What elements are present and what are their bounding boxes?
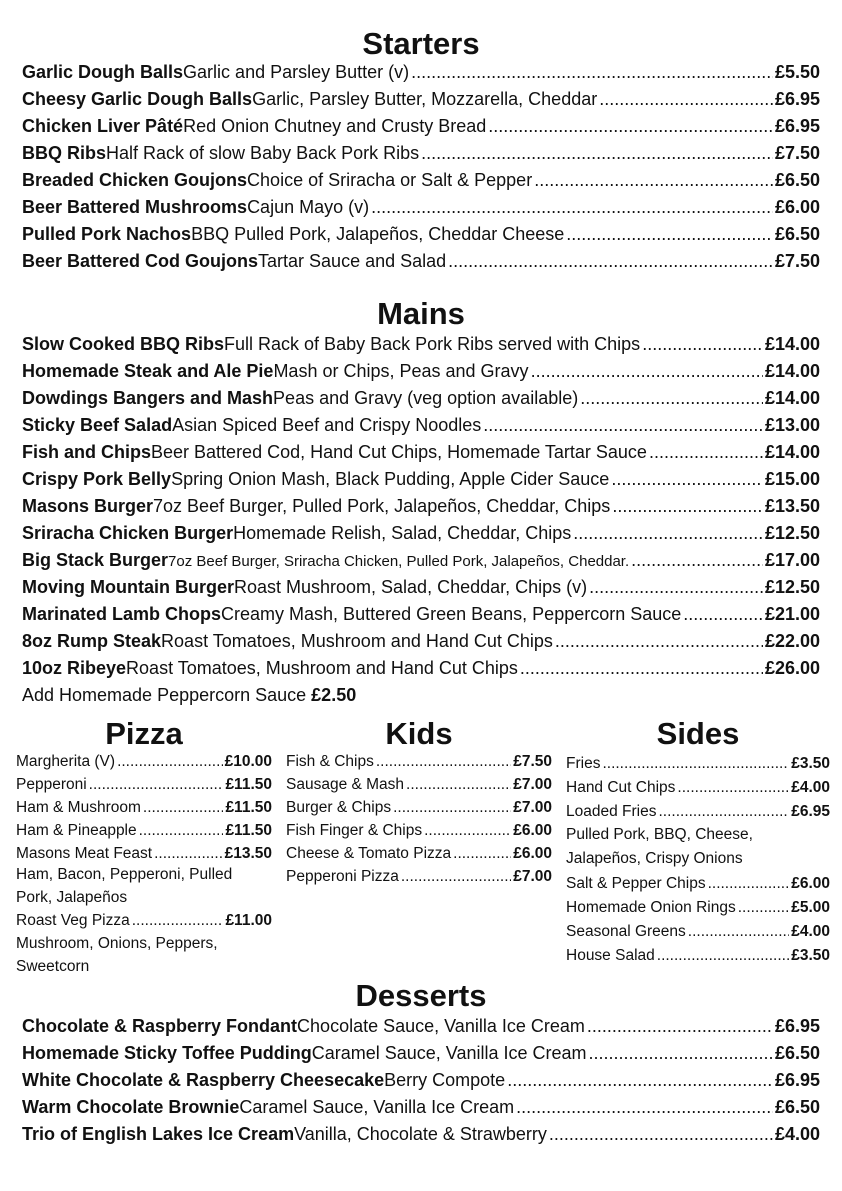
- item-desc: Vanilla, Chocolate & Strawberry: [294, 1124, 547, 1144]
- item-price: £7.50: [774, 251, 820, 271]
- dot-leader: [599, 89, 773, 110]
- item-desc: Garlic and Parsley Butter (v): [183, 62, 410, 82]
- dot-leader: [376, 753, 511, 771]
- item-price: £5.00: [791, 899, 830, 916]
- item-name: Slow Cooked BBQ Ribs: [22, 334, 225, 354]
- dot-leader: [371, 197, 773, 218]
- menu-item: [16, 753, 272, 775]
- item-name: Beer Battered Mushrooms: [22, 197, 248, 217]
- item-desc: Pulled Pork, BBQ, Cheese,: [566, 826, 753, 843]
- dot-leader: [448, 251, 773, 272]
- dot-leader: [683, 604, 763, 625]
- menu-item: [22, 1070, 820, 1096]
- dot-leader: [516, 1097, 773, 1118]
- item-name: Margherita (V): [16, 753, 116, 770]
- item-price: £6.00: [513, 845, 552, 862]
- item-desc: Red Onion Chutney and Crusty Bread: [183, 116, 487, 136]
- menu-item: [16, 822, 272, 844]
- item-name: Marinated Lamb Chops: [22, 604, 222, 624]
- item-price: £7.50: [774, 143, 820, 163]
- dot-leader: [649, 442, 763, 463]
- dot-leader: [411, 62, 773, 83]
- dot-leader: [580, 388, 763, 409]
- item-desc: Homemade Relish, Salad, Cheddar, Chips: [233, 523, 572, 543]
- item-name: Cheese & Tomato Pizza: [286, 845, 452, 862]
- item-name: Salt & Pepper Chips: [566, 875, 706, 892]
- item-desc: Roast Tomatoes, Mushroom and Hand Cut Chips: [161, 631, 553, 651]
- menu-item: [22, 1043, 820, 1069]
- item-desc: Full Rack of Baby Back Pork Ribs served with Chips: [224, 334, 641, 354]
- item-name: White Chocolate & Raspberry Cheesecake: [22, 1070, 385, 1090]
- item-desc: Roast Tomatoes, Mushroom and Hand Cut Chips: [126, 658, 518, 678]
- dot-leader: [657, 947, 789, 965]
- item-name: Homemade Steak and Ale Pie: [22, 361, 274, 381]
- dot-leader: [520, 658, 763, 679]
- dot-leader: [401, 868, 511, 886]
- dot-leader: [589, 577, 763, 598]
- item-name: Chocolate & Raspberry Fondant: [22, 1016, 298, 1036]
- item-name: Homemade Sticky Toffee Pudding: [22, 1043, 312, 1063]
- menu-item: [22, 62, 820, 88]
- dot-leader: [483, 415, 763, 436]
- dot-leader: [612, 496, 763, 517]
- menu-item: [22, 1016, 820, 1042]
- menu-item: [22, 334, 820, 360]
- item-price: £26.00: [764, 658, 820, 678]
- item-name: 10oz Ribeye: [22, 658, 127, 678]
- item-price: £14.00: [764, 442, 820, 462]
- menu-item: [286, 799, 552, 821]
- menu-item: [22, 469, 820, 495]
- menu-item: [22, 89, 820, 115]
- item-price: £11.00: [225, 912, 272, 929]
- item-name: Chicken Liver Pâté: [22, 116, 184, 136]
- item-desc: Caramel Sauce, Vanilla Ice Cream: [311, 1043, 587, 1063]
- peppercorn-sauce-note: [22, 685, 356, 706]
- item-name: Warm Chocolate Brownie: [22, 1097, 240, 1117]
- dot-leader: [708, 875, 790, 893]
- pizza-heading: Pizza: [105, 716, 183, 751]
- menu-item: [22, 415, 820, 441]
- menu-item: [22, 361, 820, 387]
- item-price: £11.50: [225, 822, 272, 839]
- item-name: Ham & Pineapple: [16, 822, 137, 839]
- item-price: £15.00: [764, 469, 820, 489]
- dot-leader: [602, 755, 789, 773]
- note-price: £2.50: [311, 685, 357, 705]
- menu-item: [22, 197, 820, 223]
- item-name: Fries: [566, 755, 601, 772]
- sides-heading: Sides: [656, 716, 740, 751]
- item-price: £6.95: [774, 1070, 820, 1090]
- dot-leader: [589, 1043, 773, 1064]
- item-desc: Mushroom, Onions, Peppers,: [16, 935, 218, 952]
- dot-leader: [507, 1070, 773, 1091]
- item-desc: 7oz Beef Burger, Pulled Pork, Jalapeños, Cheddar, Chips: [153, 496, 611, 516]
- dot-leader: [658, 803, 789, 821]
- item-price: £7.50: [513, 753, 552, 770]
- item-desc: Caramel Sauce, Vanilla Ice Cream: [239, 1097, 515, 1117]
- dot-leader: [738, 899, 789, 917]
- dot-leader: [566, 224, 773, 245]
- menu-item: [16, 845, 272, 867]
- item-price: £14.00: [764, 361, 820, 381]
- item-name: Moving Mountain Burger: [22, 577, 234, 597]
- item-desc: Jalapeños, Crispy Onions: [566, 850, 743, 867]
- item-price: £6.00: [513, 822, 552, 839]
- menu-item: [22, 388, 820, 414]
- item-desc: Chocolate Sauce, Vanilla Ice Cream: [297, 1016, 585, 1036]
- item-price: £13.50: [764, 496, 820, 516]
- item-price: £11.50: [225, 776, 272, 793]
- item-name: Big Stack Burger: [22, 550, 169, 570]
- item-desc: Garlic, Parsley Butter, Mozzarella, Cheddar: [252, 89, 598, 109]
- dot-leader: [488, 116, 773, 137]
- item-desc: Pork, Jalapeños: [16, 889, 128, 906]
- menu-item: [22, 116, 820, 142]
- item-price: £4.00: [774, 1124, 820, 1144]
- dot-leader: [424, 822, 511, 840]
- dot-leader: [453, 845, 511, 863]
- menu-item: [566, 947, 830, 969]
- item-desc: Mash or Chips, Peas and Gravy: [273, 361, 529, 381]
- item-price: £12.50: [764, 577, 820, 597]
- item-desc: Half Rack of slow Baby Back Pork Ribs: [106, 143, 420, 163]
- starters-heading: Starters: [362, 26, 480, 61]
- item-name: Crispy Pork Belly: [22, 469, 172, 489]
- item-name: Fish Finger & Chips: [286, 822, 423, 839]
- menu-item: [286, 822, 552, 844]
- menu-item: [286, 776, 552, 798]
- menu-item: [22, 1097, 820, 1123]
- item-name: Breaded Chicken Goujons: [22, 170, 248, 190]
- menu-item: [286, 845, 552, 867]
- menu-item: [22, 170, 820, 196]
- item-desc: Creamy Mash, Buttered Green Beans, Peppercorn Sauce: [221, 604, 682, 624]
- item-name: Fish and Chips: [22, 442, 152, 462]
- dot-leader: [393, 799, 511, 817]
- item-price: £6.50: [774, 170, 820, 190]
- menu-item: [286, 868, 552, 890]
- item-name: Cheesy Garlic Dough Balls: [22, 89, 253, 109]
- item-price: £6.95: [774, 116, 820, 136]
- item-name: Sticky Beef Salad: [22, 415, 173, 435]
- dot-leader: [631, 550, 763, 571]
- item-name: Sriracha Chicken Burger: [22, 523, 234, 543]
- menu-item: [566, 779, 830, 801]
- menu-item: [16, 912, 272, 934]
- item-name: Burger & Chips: [286, 799, 392, 816]
- item-price: £5.50: [774, 62, 820, 82]
- dot-leader: [549, 1124, 773, 1145]
- dot-leader: [139, 822, 224, 840]
- item-desc: Asian Spiced Beef and Crispy Noodles: [172, 415, 482, 435]
- item-price: £6.95: [774, 1016, 820, 1036]
- item-price: £6.50: [774, 224, 820, 244]
- item-desc: Berry Compote: [384, 1070, 506, 1090]
- item-name: Dowdings Bangers and Mash: [22, 388, 274, 408]
- item-price: £22.00: [764, 631, 820, 651]
- item-name: Pepperoni Pizza: [286, 868, 399, 885]
- menu-item: [566, 899, 830, 921]
- item-name: Masons Burger: [22, 496, 154, 516]
- item-desc: Spring Onion Mash, Black Pudding, Apple Cider Sauce: [171, 469, 610, 489]
- dot-leader: [587, 1016, 773, 1037]
- item-name: Homemade Onion Rings: [566, 899, 736, 916]
- item-price: £6.00: [791, 875, 830, 892]
- item-name: Loaded Fries: [566, 803, 657, 820]
- menu-item: [22, 550, 820, 576]
- dot-leader: [406, 776, 511, 794]
- menu-item: [566, 755, 830, 777]
- item-name: BBQ Ribs: [22, 143, 107, 163]
- item-price: £14.00: [764, 388, 820, 408]
- item-desc: Cajun Mayo (v): [247, 197, 370, 217]
- menu-item: [22, 442, 820, 468]
- note-text: Add Homemade Peppercorn Sauce: [22, 685, 312, 705]
- item-name: Pulled Pork Nachos: [22, 224, 192, 244]
- item-price: £6.50: [774, 1043, 820, 1063]
- dot-leader: [573, 523, 763, 544]
- mains-heading: Mains: [377, 296, 465, 331]
- item-desc: Choice of Sriracha or Salt & Pepper: [247, 170, 533, 190]
- item-price: £7.00: [513, 776, 552, 793]
- item-desc: Peas and Gravy (veg option available): [273, 388, 579, 408]
- item-desc: BBQ Pulled Pork, Jalapeños, Cheddar Cheese: [191, 224, 565, 244]
- item-desc: Sweetcorn: [16, 958, 90, 975]
- dot-leader: [688, 923, 789, 941]
- item-desc: Roast Mushroom, Salad, Cheddar, Chips (v): [233, 577, 588, 597]
- dot-leader: [611, 469, 763, 490]
- item-price: £3.50: [791, 947, 830, 964]
- menu-item: [566, 803, 830, 825]
- menu-item: [16, 776, 272, 798]
- item-name: 8oz Rump Steak: [22, 631, 162, 651]
- item-desc: Ham, Bacon, Pepperoni, Pulled: [16, 866, 233, 883]
- dot-leader: [534, 170, 773, 191]
- item-name: Garlic Dough Balls: [22, 62, 184, 82]
- menu-item: [22, 251, 820, 277]
- menu-item: [22, 224, 820, 250]
- item-price: £14.00: [764, 334, 820, 354]
- kids-heading: Kids: [385, 716, 453, 751]
- item-name: Fish & Chips: [286, 753, 374, 770]
- item-price: £13.00: [764, 415, 820, 435]
- menu-item: [22, 496, 820, 522]
- menu-item: [566, 923, 830, 945]
- dot-leader: [421, 143, 773, 164]
- menu-item: [22, 631, 820, 657]
- dot-leader: [143, 799, 224, 817]
- dot-leader: [89, 776, 224, 794]
- dot-leader: [117, 753, 223, 771]
- menu-item: [22, 143, 820, 169]
- dot-leader: [531, 361, 763, 382]
- item-price: £12.50: [764, 523, 820, 543]
- item-price: £10.00: [224, 753, 272, 770]
- desserts-heading: Desserts: [355, 978, 487, 1013]
- dot-leader: [642, 334, 763, 355]
- menu-item: [286, 753, 552, 775]
- item-price: £4.00: [791, 923, 830, 940]
- item-price: £6.95: [774, 89, 820, 109]
- item-name: Trio of English Lakes Ice Cream: [22, 1124, 295, 1144]
- menu-item: [22, 604, 820, 630]
- menu-item: [22, 577, 820, 603]
- menu-item: [22, 658, 820, 684]
- item-price: £11.50: [225, 799, 272, 816]
- item-price: £3.50: [791, 755, 830, 772]
- item-name: Hand Cut Chips: [566, 779, 676, 796]
- dot-leader: [132, 912, 224, 930]
- item-price: £17.00: [764, 550, 820, 570]
- item-price: £4.00: [791, 779, 830, 796]
- dot-leader: [555, 631, 763, 652]
- item-name: Roast Veg Pizza: [16, 912, 130, 929]
- item-price: £13.50: [224, 845, 272, 862]
- item-name: Beer Battered Cod Goujons: [22, 251, 259, 271]
- menu-item: [22, 523, 820, 549]
- item-price: £7.00: [513, 799, 552, 816]
- item-price: £6.00: [774, 197, 820, 217]
- item-price: £7.00: [513, 868, 552, 885]
- item-name: Pepperoni: [16, 776, 87, 793]
- item-name: Seasonal Greens: [566, 923, 686, 940]
- item-name: Ham & Mushroom: [16, 799, 141, 816]
- item-name: House Salad: [566, 947, 655, 964]
- dot-leader: [677, 779, 789, 797]
- item-desc: 7oz Beef Burger, Sriracha Chicken, Pulled Pork, Jalapeños, Cheddar.: [168, 553, 630, 570]
- dot-leader: [154, 845, 222, 863]
- item-price: £6.95: [791, 803, 830, 820]
- menu-item: [16, 799, 272, 821]
- item-price: £21.00: [764, 604, 820, 624]
- item-desc: Beer Battered Cod, Hand Cut Chips, Homemade Tartar Sauce: [151, 442, 647, 462]
- item-desc: Tartar Sauce and Salad: [258, 251, 447, 271]
- menu-item: [22, 1124, 820, 1150]
- menu-item: [566, 875, 830, 897]
- item-name: Masons Meat Feast: [16, 845, 153, 862]
- item-price: £6.50: [774, 1097, 820, 1117]
- item-name: Sausage & Mash: [286, 776, 405, 793]
